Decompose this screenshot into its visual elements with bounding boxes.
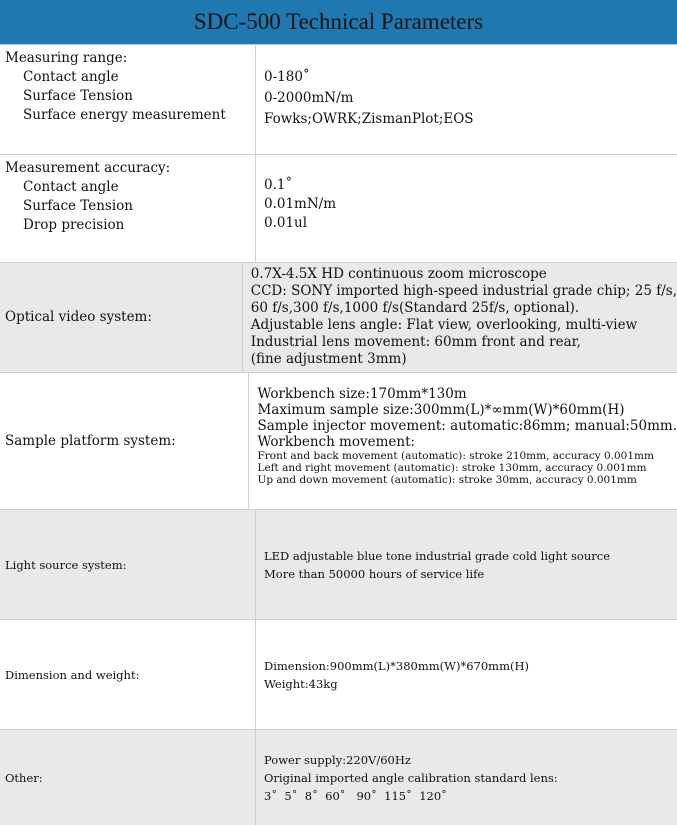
row-other [0, 730, 677, 825]
weight-line: Weight:43kg [264, 676, 338, 691]
optical-video-values [243, 263, 677, 372]
optical-line-4: Adjustable lens angle: Flat view, overlooking, multi-view [250, 317, 638, 333]
value-accuracy-surface-tension: 0.01mN/m [264, 196, 337, 212]
sample-platform-label-text: Sample platform system: [5, 432, 176, 449]
label-surface-energy: Surface energy measurement [23, 107, 226, 123]
calibration-angles-line: 3˚ 5˚ 8˚ 60˚ 90˚ 115˚ 120˚ [264, 788, 447, 803]
light-line-1: LED adjustable blue tone industrial grade cold light source [264, 548, 611, 563]
accuracy-header: Measurement accuracy: [5, 160, 171, 176]
other-values [256, 730, 677, 825]
platform-line-2: Maximum sample size:300mm(L)*∞mm(W)*60mm(H) [257, 402, 625, 418]
value-contact-angle-range: 0-180˚ [264, 69, 310, 85]
optical-line-1: 0.7X-4.5X HD continuous zoom microscope [250, 266, 547, 282]
measuring-range-header: Measuring range: [5, 50, 128, 66]
platform-small-line-1: Front and back movement (automatic): stroke 210mm, accuracy 0.001mm [257, 450, 654, 462]
label-contact-angle: Contact angle [23, 69, 119, 85]
label-drop-precision: Drop precision [23, 217, 125, 233]
row-light-source [0, 510, 677, 620]
optical-line-6: (fine adjustment 3mm) [250, 351, 407, 367]
optical-line-2: CCD: SONY imported high-speed industrial grade chip; 25 f/s, [250, 283, 677, 299]
row-sample-platform [0, 373, 677, 510]
dimension-weight-label [0, 620, 256, 729]
light-line-2: More than 50000 hours of service life [264, 566, 485, 581]
dimension-line: Dimension:900mm(L)*380mm(W)*670mm(H) [264, 658, 529, 673]
light-source-values [256, 510, 677, 619]
measuring-range-values [256, 45, 677, 154]
other-label-text: Other: [5, 770, 43, 785]
measuring-range-labels [0, 45, 256, 154]
dimension-weight-label-text: Dimension and weight: [5, 667, 140, 682]
label-accuracy-contact-angle: Contact angle [23, 179, 119, 195]
row-measurement-accuracy [0, 155, 677, 263]
sample-platform-values [249, 373, 677, 509]
light-source-label-text: Light source system: [5, 557, 127, 572]
platform-small-line-3: Up and down movement (automatic): stroke 30mm, accuracy 0.001mm [257, 474, 637, 486]
accuracy-labels [0, 155, 256, 262]
value-accuracy-contact-angle: 0.1˚ [264, 177, 293, 193]
platform-line-1: Workbench size:170mm*130m [257, 386, 467, 402]
optical-video-label-text: Optical video system: [5, 309, 152, 325]
dimension-weight-values [256, 620, 677, 729]
calibration-lens-line: Original imported angle calibration standard lens: [264, 770, 558, 785]
label-accuracy-surface-tension: Surface Tension [23, 198, 133, 214]
row-dimension-weight [0, 620, 677, 730]
platform-line-3: Sample injector movement: automatic:86mm; manual:50mm. [257, 418, 677, 434]
sample-platform-label [0, 373, 249, 509]
value-drop-precision: 0.01ul [264, 215, 308, 231]
platform-line-4: Workbench movement: [257, 434, 416, 450]
other-label [0, 730, 256, 825]
accuracy-values [256, 155, 677, 262]
power-supply-line: Power supply:220V/60Hz [264, 752, 411, 767]
value-surface-tension-range: 0-2000mN/m [264, 90, 354, 106]
value-surface-energy: Fowks;OWRK;ZismanPlot;EOS [264, 111, 474, 127]
light-source-label [0, 510, 256, 619]
platform-small-line-2: Left and right movement (automatic): stroke 130mm, accuracy 0.001mm [257, 462, 647, 474]
optical-video-label [0, 263, 243, 372]
label-surface-tension: Surface Tension [23, 88, 133, 104]
row-measuring-range [0, 45, 677, 155]
optical-line-3: 60 f/s,300 f/s,1000 f/s(Standard 25f/s, optional). [250, 300, 580, 316]
optical-line-5: Industrial lens movement: 60mm front and rear, [250, 334, 581, 350]
page-title: SDC-500 Technical Parameters [0, 0, 677, 45]
row-optical-video [0, 263, 677, 373]
